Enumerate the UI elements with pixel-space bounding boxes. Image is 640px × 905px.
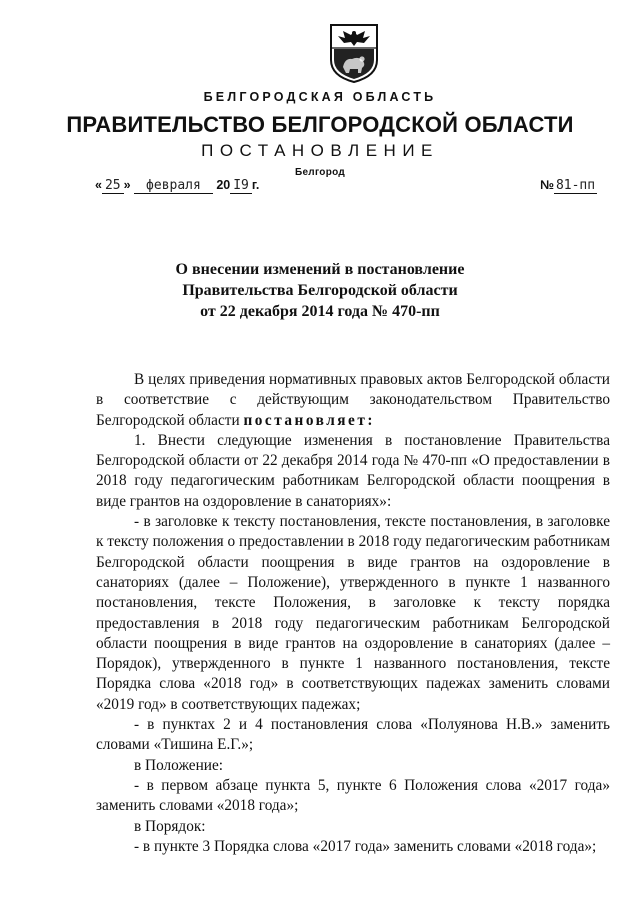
document-body: [96, 370, 610, 857]
amendment-paragraph: - в заголовке к тексту постановления, тексте постановления, в заголовке к тексту положения о предоставлении в 2018 году педагогическим работникам Белгородской области поощрения в виде грантов на оздоровление в санаториях (далее – Положение), утвержденного в пункте 1 названного постановления, тексте Положения, в заголовке к тексту порядка предоставления в 2018 году педагогическим работникам Белгородской области поощрения в виде грантов на оздоровление в санаториях (далее – Порядок), утвержденного в пункте 1 названного постановления, тексте Порядка слова «2018 год» в соответствующих падежах заменить словами «2019 год» в соответствующих падежах;: [96, 513, 610, 713]
government-name: ПРАВИТЕЛЬСТВО БЕЛГОРОДСКОЙ ОБЛАСТИ: [66, 112, 574, 137]
preamble-paragraph: [96, 370, 610, 431]
title-line: от 22 декабря 2014 года № 470-пп: [200, 303, 440, 320]
date-month: февраля: [134, 178, 213, 194]
coat-of-arms-icon: [328, 22, 380, 84]
decree-date: [95, 178, 259, 193]
date-year-mark: г.: [251, 178, 260, 192]
document-title: [110, 259, 530, 322]
date-year-suffix: I9: [230, 178, 252, 194]
document-type: ПОСТАНОВЛЕНИЕ: [201, 141, 439, 160]
section-heading-paragraph: в Порядок:: [134, 817, 206, 835]
title-line: О внесении изменений в постановление: [175, 261, 465, 278]
clause-1-paragraph: 1. Внести следующие изменения в постановление Правительства Белгородской области от 22 декабря 2014 года № 470-пп «О предоставлении в 2018 году педагогическим работникам Белгородской области поощрения в виде грантов на оздоровление в санаториях»:: [96, 431, 610, 510]
city-name: Белгород: [294, 167, 346, 178]
number-sign: №: [540, 178, 554, 192]
date-year-prefix: 20: [216, 178, 231, 192]
amendment-paragraph: - в пунктах 2 и 4 постановления слова «Полуянова Н.В.» заменить словами «Тишина Е.Г.»;: [96, 716, 610, 754]
number-value: 81-пп: [555, 178, 596, 193]
section-heading-paragraph: в Положение:: [134, 756, 224, 774]
title-line: Правительства Белгородской области: [182, 282, 458, 299]
amendment-paragraph: - в первом абзаце пункта 5, пункте 6 Положения слова «2017 года» заменить словами «2018 года»;: [96, 776, 610, 815]
preamble-text: В целях приведения нормативных правовых актов Белгородской области в соответствие с действующим законодательством Правительство Белгородской области: [96, 371, 610, 429]
decree-number: [540, 178, 597, 193]
date-close-quote: »: [123, 178, 131, 192]
date-open-quote: «: [95, 178, 102, 192]
region-name: БЕЛГОРОДСКАЯ ОБЛАСТЬ: [203, 90, 437, 104]
amendment-paragraph: - в пункте 3 Порядка слова «2017 года» заменить словами «2018 года»;: [134, 837, 597, 855]
date-day: 25: [102, 178, 124, 194]
resolves-word: постановляет:: [243, 411, 375, 429]
